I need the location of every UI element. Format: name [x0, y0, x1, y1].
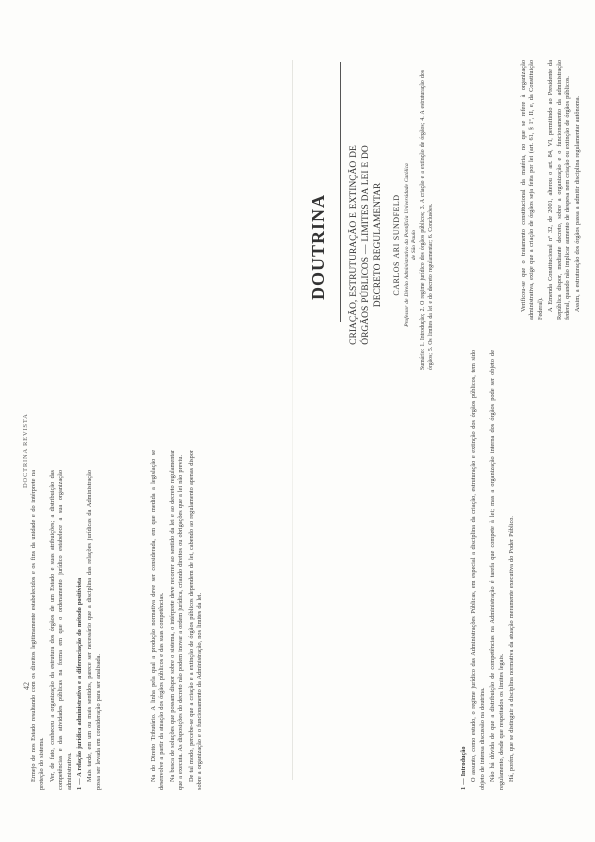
left-column-2 — [150, 450, 270, 790]
right-column-2 — [520, 60, 582, 320]
section-heading: 1 — Introdução — [460, 746, 467, 790]
paragraph: Ermejo de nos Estado resultando com os direitos legitimamente estabelecidos e os fins da unidade e do intérprete na proteção do sistema. — [30, 470, 46, 790]
author-name: CARLOS ARI SUNDFELD — [392, 194, 401, 296]
running-head: DOCTRINA REVISTA — [22, 413, 29, 488]
page-fold — [292, 60, 293, 780]
left-column-1 — [30, 470, 130, 790]
page-number: 42 — [22, 682, 31, 690]
paragraph: Verificou-se que o tratamento constitucional da matéria, no que se refere à organização administrativa, exige que a criação de órgãos seja feita por lei (art. 61, § 1º, II, e, da Constituição Federal). — [520, 60, 544, 320]
paragraph: Assim, a estruturação dos órgãos passa a admitir disciplina regulamentar autônoma. — [574, 95, 582, 312]
paragraph: Mais tarde, em um ou mais sentidos, parece ser necessário que a disciplina das relações jurídicas da Administração possa ser levada em consideração para ser analisada. — [86, 470, 102, 790]
author-note: Professor de Direito Administrativo da Pontifícia Universidade Católica de São Paulo — [404, 163, 417, 327]
right-column-1 — [460, 350, 520, 790]
header-rule — [340, 62, 341, 322]
abstract: Sumário: 1. Introdução; 2. O regime jurídico dos órgãos públicos; 3. A criação e a extinção de órgãos; 4. A estruturação dos órgãos; 5. Os limites da lei e do decreto regulamentar; 6. Conclusões. — [420, 70, 434, 370]
paragraph: A Emenda Constitucional nº 32, de 2001, alterou o art. 84, VI, permitindo ao Presidente da República dispor, mediante decreto, sobre a organização e o funcionamento da administração federal, quando não implicar aumento de despesa nem criação ou extinção de órgãos públicos. — [547, 60, 572, 320]
paragraph: Há, porém, que se distinguir a disciplina normativa da atuação meramente executiva do Poder Público. — [508, 516, 516, 782]
paragraph: Na do Direito Tributário. A linha pela qual a produção normativa deve ser considerada, em que medida a legislação se desenvolve a partir da atuação dos órgãos públicos e das suas competências. — [150, 450, 166, 790]
subheading: 1 — A relação jurídica administrativa e a diferenciação do método positivista — [76, 577, 84, 790]
section-label: DOUTRINA — [308, 193, 328, 300]
paragraph: O assunto, como estudo, o regime jurídico das Administrações Públicas, em especial a disciplina da criação, estruturação e extinção dos órgãos públicos, tem sido objeto de intensa discussão na doutrina. — [470, 350, 486, 790]
paragraph: Na busca de soluções que possam dispor sobre o sistema, o intérprete deve recorrer ao sentido da lei e ao decreto regulamentar que a executa. As disposições do decreto não podem inovar a ordem jurídica, criando direitos ou obrigações que a lei não previu. — [168, 450, 185, 790]
paragraph: Não há dúvida de que a distribuição de competências na Administração é tarefa que compete à lei; mas a organização interna dos órgãos pode ser objeto de regulamento, desde que respeitados os limites legais. — [489, 350, 505, 790]
paragraph: De tal modo, percebe-se que a criação e a extinção de órgãos públicos dependem de lei, cabendo ao regulamento apenas dispor sobre a organização e o funcionamento da Administração, nos limites da lei. — [187, 450, 204, 790]
article-title: CRIAÇÃO, ESTRUTURAÇÃO E EXTINÇÃO DE ÓRGÃOS PÚBLICOS — LIMITES DA LEI E DO DECRETO REGULAMENTAR — [349, 145, 383, 345]
paragraph: Ver, de fato, conheceu a organização da estrutura dos órgãos de um Estado e suas atribuições; a distribuição das competências e das atividades públicas na forma em que o ordenamento jurídico estabelece a sua organização administrativa. — [48, 470, 73, 790]
